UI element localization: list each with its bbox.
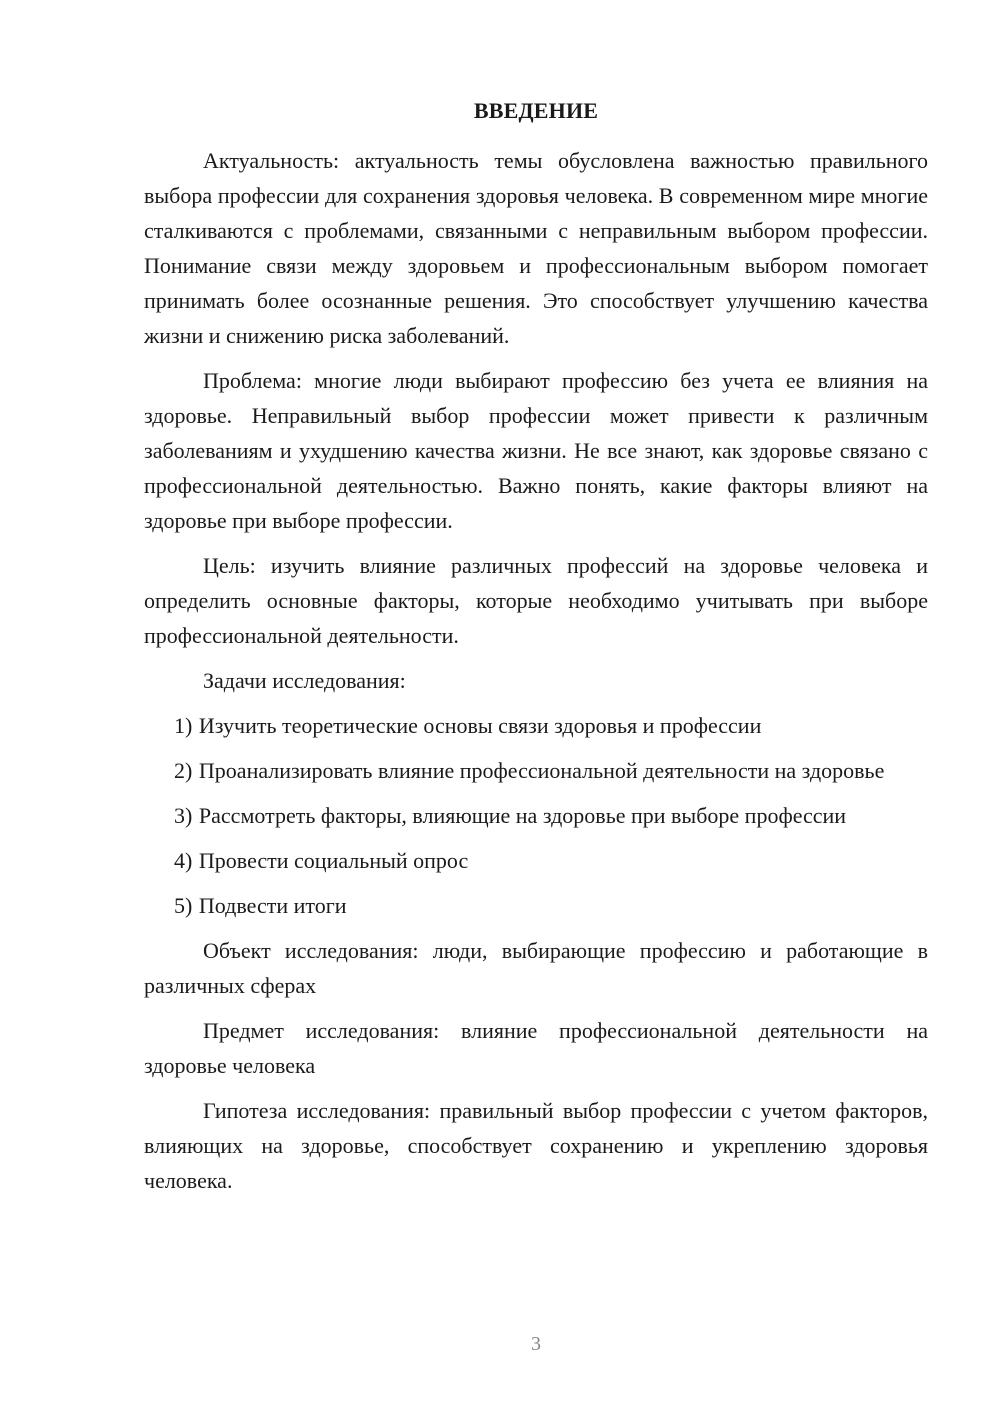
document-page (144, 95, 928, 1208)
task-text: Рассмотреть факторы, влияющие на здоровье при выборе профессии (198, 803, 847, 828)
goal-paragraph: Цель: изучить влияние различных профессий на здоровье человека и определить основные факторы, которые необходимо учитывать при выборе профессиональной деятельности. (144, 553, 928, 648)
section-title: ВВЕДЕНИЕ (473, 98, 599, 123)
task-text: Проанализировать влияние профессиональной деятельности на здоровье (198, 758, 885, 783)
tasks-heading: Задачи исследования: (203, 668, 406, 693)
task-item (144, 843, 928, 878)
page-number: 3 (531, 1333, 541, 1355)
problem-paragraph: Проблема: многие люди выбирают профессию без учета ее влияния на здоровье. Неправильный выбор профессии может привести к различным заболеваниям и ухудшению качества жизни. Не все знают, как здоровье связано с профессиональной деятельностью. Важно понять, какие факторы влияют на здоровье при выборе профессии. (144, 368, 928, 533)
task-number: 3) (174, 803, 193, 828)
task-number: 4) (174, 848, 193, 873)
task-item (144, 708, 928, 743)
subject-paragraph: Предмет исследования: влияние профессиональной деятельности на здоровье человека (144, 1018, 928, 1078)
hypothesis-paragraph: Гипотеза исследования: правильный выбор профессии с учетом факторов, влияющих на здоровье, способствует сохранению и укреплению здоровья человека. (144, 1098, 928, 1193)
task-item (144, 753, 928, 788)
task-text: Подвести итоги (198, 893, 347, 918)
task-text: Провести социальный опрос (198, 848, 469, 873)
task-number: 5) (174, 893, 193, 918)
task-item (144, 798, 928, 833)
task-number: 2) (174, 758, 193, 783)
relevance-paragraph: Актуальность: актуальность темы обусловлена важностью правильного выбора профессии для сохранения здоровья человека. В современном мире многие сталкиваются с проблемами, связанными с неправильным выбором профессии. Понимание связи между здоровьем и профессиональным выбором помогает принимать более осознанные решения. Это способствует улучшению качества жизни и снижению риска заболеваний. (144, 148, 928, 348)
object-paragraph: Объект исследования: люди, выбирающие профессию и работающие в различных сферах (144, 938, 928, 998)
task-item (144, 888, 928, 923)
task-text: Изучить теоретические основы связи здоровья и профессии (198, 713, 762, 738)
task-number: 1) (174, 713, 193, 738)
